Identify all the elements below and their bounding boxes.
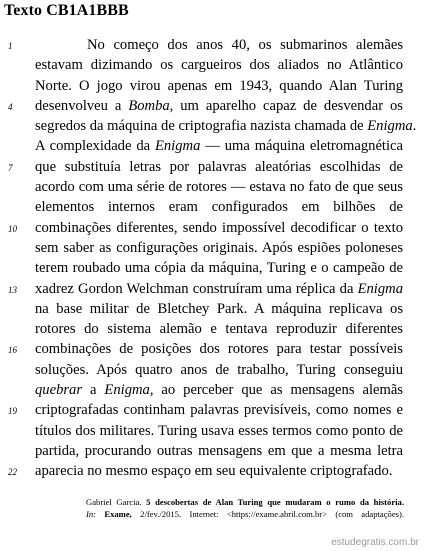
line-text: xadrez Gordon Welchman construíram uma réplica da Enigma — [35, 280, 403, 297]
text-line — [0, 380, 427, 400]
citation-source: Exame, — [104, 509, 132, 519]
italic-term: Enigma — [367, 118, 413, 135]
citation-in-label: In: — [86, 509, 97, 519]
citation-author: Gabriel Garcia. — [86, 497, 142, 507]
text-line — [0, 35, 427, 55]
line-text: combinações de posições dos rotores para testar possíveis — [35, 341, 403, 358]
italic-term: quebrar — [35, 382, 83, 399]
text-title: Texto CB1A1BBB — [4, 2, 129, 19]
text-line — [0, 441, 427, 461]
line-text: sem saber as configurações originais. Após espiões poloneses — [35, 239, 403, 256]
citation-line-1 — [86, 496, 404, 508]
text-line — [0, 360, 427, 380]
line-text: Norte. O jogo virou apenas em 1943, quando Alan Turing — [35, 77, 403, 94]
line-number: 10 — [8, 223, 17, 234]
text-line — [0, 96, 427, 116]
italic-term: Enigma — [357, 280, 403, 297]
text-line — [0, 461, 427, 481]
text-line — [0, 157, 427, 177]
site-watermark: estudegratis.com.br — [331, 537, 419, 548]
line-number: 22 — [8, 467, 17, 478]
line-text: A complexidade da Enigma — uma máquina eletromagnética — [35, 138, 403, 155]
citation — [86, 496, 404, 520]
line-number: 1 — [8, 41, 13, 51]
text-line — [0, 319, 427, 339]
citation-internet: Internet: <https://exame.abril.com.br> (com adaptações). — [189, 509, 405, 519]
text-line — [0, 258, 427, 278]
text-line — [0, 76, 427, 96]
line-text: títulos dos militares. Turing usava esses termos como ponto de — [35, 422, 403, 439]
line-text: desenvolveu a Bomba, um aparelho capaz de desvendar os — [35, 97, 403, 114]
line-text: rotores do sistema alemão e tentava reproduzir diferentes — [35, 321, 403, 338]
line-number: 19 — [8, 406, 17, 417]
line-text: No começo dos anos 40, os submarinos alemães — [87, 37, 403, 53]
line-number: 16 — [8, 345, 17, 356]
line-text: que substituía letras por palavras aleatórias escolhidas de — [35, 158, 403, 175]
text-line — [0, 299, 427, 319]
citation-work: 5 descobertas de Alan Turing que mudaram o rumo da história. — [146, 497, 404, 507]
text-line — [0, 339, 427, 359]
citation-date: 2/fev./2015. — [140, 509, 182, 519]
line-text: na base militar de Bletchey Park. A máquina replicava os — [35, 300, 403, 317]
text-line — [0, 116, 427, 136]
line-number: 13 — [8, 284, 17, 295]
text-line — [0, 421, 427, 441]
line-text: combinações diferentes, sendo impossível decodificar o texto — [35, 219, 403, 236]
line-text: quebrar a Enigma, ao perceber que as mensagens alemãs — [35, 382, 403, 399]
text-line — [0, 238, 427, 258]
text-body — [0, 35, 427, 482]
italic-term: Enigma — [104, 382, 150, 399]
line-text: acordo com uma série de rotores — estava no fato de que seus — [35, 179, 403, 196]
text-line — [0, 136, 427, 156]
citation-line-2 — [86, 508, 404, 520]
line-text: aparecia no mesmo espaço em seu equivalente criptografado. — [35, 463, 393, 480]
line-text: segredos da máquina de criptografia nazista chamada de Enigma. — [35, 118, 417, 135]
text-line — [0, 218, 427, 238]
line-text: terem roubado uma cópia da máquina, Turing e o campeão de — [35, 260, 403, 277]
line-text: partida, procurando outras mensagens em que a mesma letra — [35, 442, 403, 459]
italic-term: Enigma — [154, 138, 201, 155]
text-line — [0, 177, 427, 197]
line-text: estavam dizimando os cargueiros dos aliados no Atlântico — [35, 57, 403, 74]
italic-term: Bomba — [128, 97, 170, 114]
text-line — [0, 400, 427, 420]
text-line — [0, 197, 427, 217]
text-line — [0, 279, 427, 299]
line-number: 4 — [8, 101, 13, 112]
line-number: 7 — [8, 162, 13, 173]
line-text: elementos internos eram configurados em bilhões de — [35, 199, 403, 216]
line-text: soluções. Após quatro anos de trabalho, Turing conseguiu — [35, 361, 403, 378]
line-text: criptografadas continham palavras previsíveis, como nomes e — [35, 402, 403, 419]
text-line — [0, 55, 427, 75]
